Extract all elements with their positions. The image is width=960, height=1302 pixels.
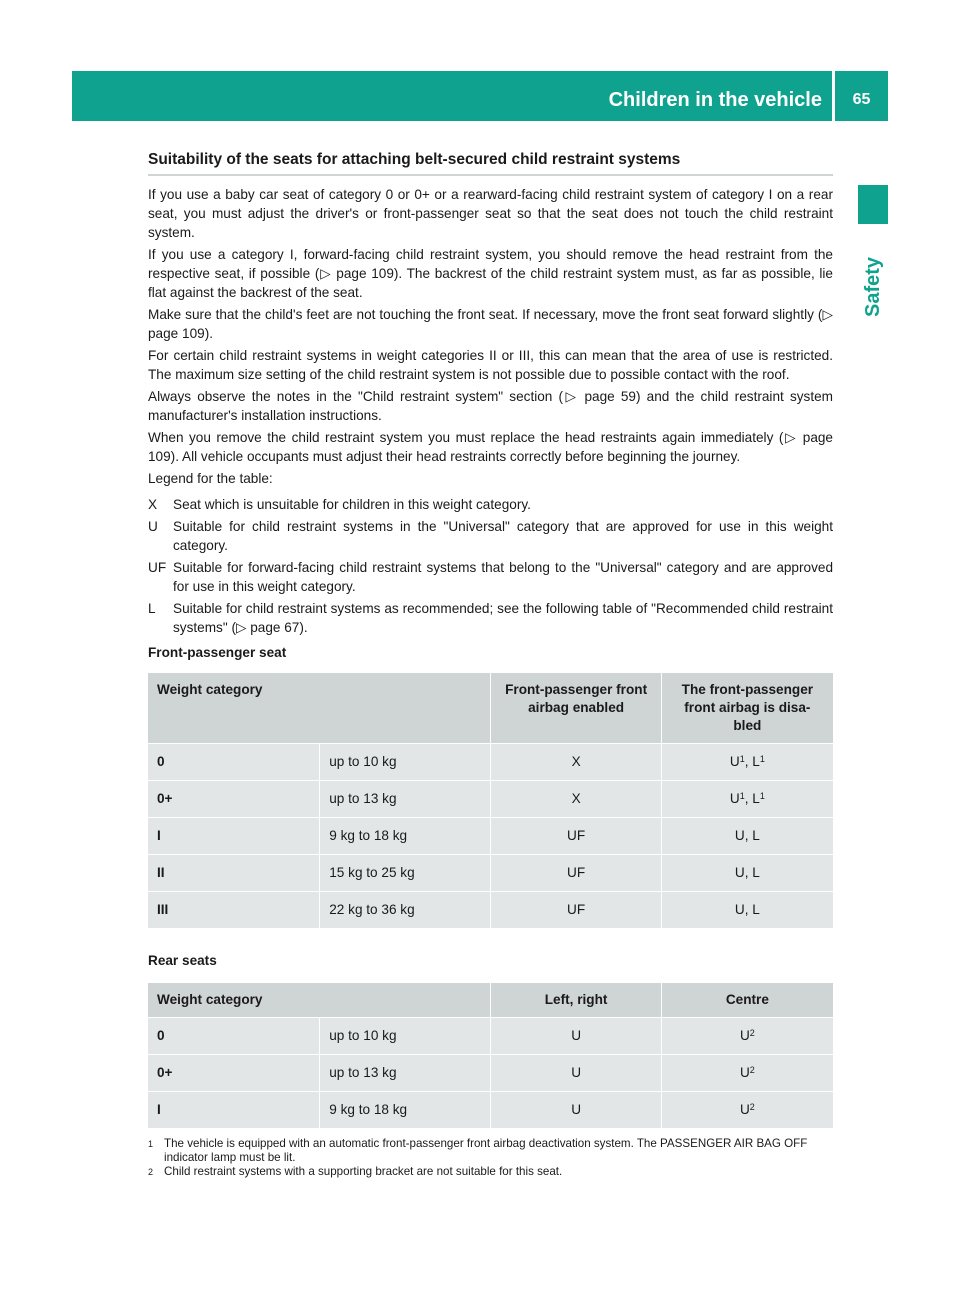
page-number: 65	[852, 91, 871, 108]
table-row	[148, 892, 833, 928]
side-tab	[858, 232, 888, 342]
front-passenger-table	[147, 672, 834, 929]
cell-category: I	[148, 1092, 319, 1128]
paragraph: For certain child restraint systems in weight categories II or III, this can mean that the area of use is restricted. The maximum size setting of the child restraint system is not possible due to possible contact with the roof.	[148, 348, 833, 382]
legend-item	[148, 558, 833, 596]
col-centre: Centre	[662, 983, 833, 1017]
cell-weight: 22 kg to 36 kg	[320, 892, 490, 928]
cell-enabled: X	[491, 781, 660, 817]
table-row	[148, 744, 833, 780]
cell-category: II	[148, 855, 319, 891]
footnote-ref: 1	[759, 754, 765, 764]
cell-enabled: UF	[491, 855, 660, 891]
cell-disabled: U, L	[662, 892, 833, 928]
legend-text: Suitable for forward-facing child restraint systems that belong to the "Universal" category and are approved for use in this weight category.	[173, 560, 833, 594]
paragraph: Always observe the notes in the "Child restraint system" section (▷ page 59) and the child restraint system manufacturer's installation instructions.	[148, 389, 833, 423]
cell-centre	[662, 1092, 833, 1128]
footnote-ref: 2	[749, 1065, 755, 1075]
footnote-ref: 2	[749, 1102, 755, 1112]
chapter-title: Children in the vehicle	[608, 89, 822, 111]
header-bar	[72, 71, 888, 121]
paragraph: Legend for the table:	[148, 471, 273, 486]
paragraph: If you use a category I, forward-facing child restraint system, you should remove the head restraint from the respective seat, if possible (▷ page 109). The backrest of the child restraint system must, as far as possible, lie flat against the backrest of the seat.	[148, 247, 833, 300]
footnote-text: Child restraint systems with a supporting bracket are not suitable for this seat.	[164, 1165, 563, 1178]
legend-item	[148, 495, 833, 514]
cell-centre	[662, 1018, 833, 1054]
col-airbag-disabled: The front-passenger front airbag is disa-bled	[662, 673, 833, 743]
table-row	[148, 818, 833, 854]
cell-weight: up to 13 kg	[320, 781, 490, 817]
cell-centre	[662, 1055, 833, 1091]
cell-value: L	[752, 791, 760, 806]
table-header-row	[148, 673, 833, 743]
table-row	[148, 1092, 833, 1128]
paragraph: Make sure that the child's feet are not touching the front seat. If necessary, move the front seat forward slightly (▷ page 109).	[148, 307, 833, 341]
legend-item	[148, 517, 833, 555]
cell-enabled: UF	[491, 818, 660, 854]
cell-value: U	[729, 791, 740, 806]
footnote-ref: 1	[739, 754, 745, 764]
cell-weight: up to 13 kg	[320, 1055, 490, 1091]
legend-list	[148, 495, 833, 637]
footnote	[148, 1137, 833, 1165]
col-left-right: Left, right	[491, 983, 660, 1017]
col-airbag-enabled: Front-passenger front airbag enabled	[491, 673, 660, 743]
cell-category: I	[148, 818, 319, 854]
footnote-ref: 1	[759, 791, 765, 801]
side-tab-block	[858, 185, 888, 224]
cell-enabled: UF	[491, 892, 660, 928]
cell-weight: up to 10 kg	[320, 1018, 490, 1054]
rear-seat-heading: Rear seats	[148, 953, 217, 968]
cell-category: 0+	[148, 781, 319, 817]
cell-weight: 9 kg to 18 kg	[320, 1092, 490, 1128]
cell-category: III	[148, 892, 319, 928]
legend-key: X	[148, 497, 158, 512]
footnote-text: The vehicle is equipped with an automatic front-passenger front airbag deactivation system. The PASSENGER AIR BAG OFF indicator lamp must be lit.	[164, 1137, 808, 1164]
cell-disabled: $U^1$, $L^1$	[662, 744, 833, 780]
cell-weight: 15 kg to 25 kg	[320, 855, 490, 891]
legend-text: Seat which is unsuitable for children in this weight category.	[173, 497, 531, 512]
side-tab-label: Safety	[862, 256, 884, 318]
cell-value: U	[739, 1028, 750, 1043]
cell-left-right: U	[491, 1018, 660, 1054]
front-seat-heading: Front-passenger seat	[148, 645, 287, 660]
cell-category: 0	[148, 744, 319, 780]
section-title: Suitability of the seats for attaching belt-secured child restraint systems	[148, 150, 833, 176]
cell-disabled: $U^1$, $L^1$	[662, 781, 833, 817]
footnote-number: 1	[148, 1139, 154, 1149]
cell-value: L	[752, 754, 760, 769]
cell-value: U	[739, 1102, 750, 1117]
table-header-row	[148, 983, 833, 1017]
col-weight-category: Weight category	[148, 673, 490, 743]
table-row	[148, 781, 833, 817]
col-weight-category: Weight category	[148, 983, 490, 1017]
cell-left-right: U	[491, 1092, 660, 1128]
legend-key: UF	[148, 560, 167, 575]
footnote-number: 2	[148, 1167, 154, 1177]
cell-category: 0+	[148, 1055, 319, 1091]
cell-disabled: U, L	[662, 855, 833, 891]
cell-category: 0	[148, 1018, 319, 1054]
paragraph: When you remove the child restraint system you must replace the head restraints again immediately (▷ page 109). All vehicle occupants must adjust their head restraints correctly before beginning the journey.	[148, 430, 833, 464]
cell-value: U	[729, 754, 740, 769]
legend-key: L	[148, 601, 156, 616]
legend-item	[148, 599, 833, 637]
cell-value: U	[739, 1065, 750, 1080]
footnotes	[148, 1137, 833, 1179]
footnote-ref: 2	[749, 1028, 755, 1038]
page-content	[148, 150, 833, 1179]
cell-enabled: X	[491, 744, 660, 780]
cell-disabled: U, L	[662, 818, 833, 854]
footnote-ref: 1	[739, 791, 745, 801]
legend-key: U	[148, 519, 158, 534]
table-row	[148, 1055, 833, 1091]
rear-seats-table	[147, 982, 834, 1129]
cell-left-right: U	[491, 1055, 660, 1091]
legend-text: Suitable for child restraint systems as recommended; see the following table of "Recommended child restraint systems" (▷ page 67).	[173, 601, 833, 635]
paragraph: If you use a baby car seat of category 0 or 0+ or a rearward-facing child restraint system of category I on a rear seat, you must adjust the driver's or front-passenger seat so that the seat does not touch the child restraint system.	[148, 187, 833, 240]
cell-weight: up to 10 kg	[320, 744, 490, 780]
table-row	[148, 855, 833, 891]
table-row	[148, 1018, 833, 1054]
footnote	[148, 1165, 833, 1179]
cell-weight: 9 kg to 18 kg	[320, 818, 490, 854]
legend-text: Suitable for child restraint systems in the "Universal" category that are approved for use in this weight category.	[173, 519, 833, 553]
